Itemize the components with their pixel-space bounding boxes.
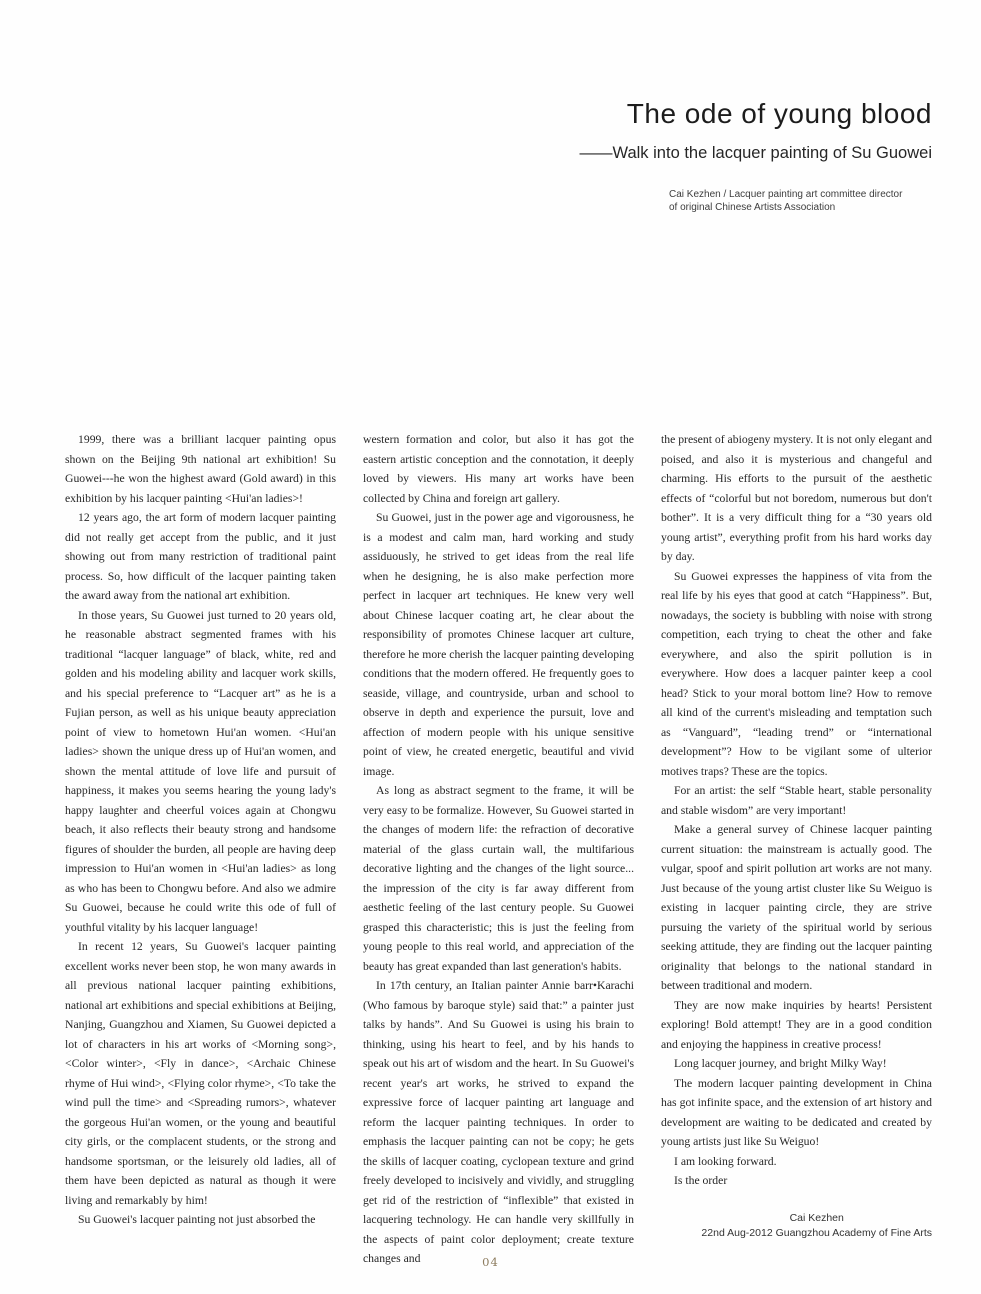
- text-column-1: [65, 430, 336, 1269]
- paragraph: The modern lacquer painting development in China has got infinite space, and the extension of art history and development are waiting to be dedicated and created by young artists just like Su Weiguo!: [661, 1076, 932, 1148]
- paragraph: I am looking forward.: [674, 1154, 777, 1168]
- text-column-3: [661, 430, 932, 1269]
- paragraph: Su Guowei's lacquer painting not just absorbed the: [78, 1213, 316, 1226]
- paragraph: 1999, there was a brilliant lacquer painting opus shown on the Beijing 9th national art exhibition! Su Guowei---he won the highest award (Gold award) in this exhibition by his lacquer painting <Hui'an ladies>!: [65, 433, 336, 505]
- paragraph: For an artist: the self “Stable heart, stable personality and stable wisdom” are very important!: [661, 784, 932, 817]
- paragraph: Su Guowei, just in the power age and vigorousness, he is a modest and calm man, hard working and study assiduously, he strived to get ideas from the real life when he designing, he is also make perfection more perfect in lacquer art techniques. He knew very well about Chinese lacquer coating art, he clear about the responsibility of promotes Chinese lacquer art culture, therefore he more cherish the lacquer painting developing conditions that the modern offered. He frequently goes to seaside, village, and countryside, urban and school to observe in depth and experience the pursuit, love and affection of modern people with his unique sensitive point of view, he created energetic, beautiful and vivid image.: [363, 511, 634, 778]
- article-header: [580, 98, 933, 163]
- paragraph: In those years, Su Guowei just turned to 20 years old, he reasonable abstract segmented frames with his traditional “lacquer language” of black, white, red and golden and his modeling ability and lacquer work skills, and his special preference to “Lacquer art” as he is a Fujian person, as well as his unique beauty appreciation point of view to hometown Hui'an women. <Hui'an ladies> shown the unique dress up of Hui'an women, and shown the mental attitude of love life and pursuit of happiness, it makes you seems hearing the young lady's happy laughter and cheerful voices again at Chongwu beach, it also reflects their beauty strong and handsome figures of shoulder the burden, all people are having deep impression to Hui'an women in <Hui'an ladies> as long as who has been to Chongwu before. And also we admire Su Guowei, because he could write this ode of full of youthful vitality by his lacquer language!: [65, 608, 336, 934]
- paragraph: Su Guowei expresses the happiness of vita from the real life by his eyes that good at catch “Happiness”. But, nowadays, the society is bubbling with noise with strong competition, each trying to cheat the other and fake everywhere, and also the spirit pollution is in everywhere. How does a lacquer painter keep a cool head? Stick to your moral bottom line? How to remove all kind of the current's misleading and temptation such as “Vanguard”, “leading trend” or “international development”? How to be vigilant some of ulterior motives traps? These are the topics.: [661, 569, 932, 778]
- signature-date: 22nd Aug-2012 Guangzhou Academy of Fine Arts: [701, 1226, 932, 1239]
- signature-name: Cai Kezhen: [789, 1211, 844, 1224]
- paragraph: Is the order: [674, 1174, 728, 1187]
- byline-line2: of original Chinese Artists Association: [669, 202, 836, 213]
- article-body: [65, 430, 932, 1269]
- byline: [669, 188, 939, 214]
- text-column-2: [363, 430, 634, 1269]
- paragraph: 12 years ago, the art form of modern lacquer painting did not really get accept from the public, and it just showing out from many restriction of traditional paint process. So, how difficult of the lacquer painting taken the award away from the national art exhibition.: [65, 511, 336, 602]
- byline-line1: Cai Kezhen / Lacquer painting art committee director: [669, 189, 903, 200]
- article-subtitle: ——Walk into the lacquer painting of Su Guowei: [579, 144, 932, 162]
- paragraph: Make a general survey of Chinese lacquer painting current situation: the mainstream is actually good. The vulgar, spoof and spirit pollution art works are not many. Just because of the young artist cluster like Su Weiguo is existing in lacquer painting circle, they are strive pursuing the variety of the spiritual world by serious seeking attitude, they are finding out the lacquer painting originality that belongs to the national standard in between traditional and modern.: [661, 823, 932, 992]
- page-footer: [0, 1255, 981, 1269]
- page-title: The ode of young blood: [626, 98, 932, 129]
- page-number: 04: [482, 1255, 499, 1269]
- paragraph: In 17th century, an Italian painter Annie barr•Karachi (Who famous by baroque style) said that:” a painter just talks by hands”. And Su Guowei is using his brain to thinking, using his heart to feel, and by his hands to speak out his art of wisdom and the heart. In Su Guowei's recent year's art works, he strived to expand the expressive force of lacquer painting art language and reform the lacquer painting techniques. In order to emphasis the lacquer painting can not be copy; he gets the skills of lacquer coating, cyclopean texture and grind freely developed to incisively and vividly, and struggling get rid of the restriction of “inflexible” that existed in lacquering technology. He can handle very skillfully in the aspects of paint color deployment; create texture changes and: [363, 979, 634, 1265]
- paragraph: In recent 12 years, Su Guowei's lacquer painting excellent works never been stop, he won many awards in all previous national lacquer painting exhibitions, national art exhibitions and special exhibitions at Beijing, Nanjing, Guangzhou and Xiamen, Su Guowei depicted a lot of characters in his art works of <Morning song>, <Color winter>, <Fly in dance>, <Archaic Chinese rhyme of Hui wind>, <Flying color rhyme>, <To take the wind pull the time> and <Spreading rumors>, whatever the gorgeous Hui'an women, or the young and beautiful city girls, or the complacent students, or the strong and handsome sportsman, or the leisurely old ladies, all of them have been depicted as natural as though it were living and remarkably by him!: [65, 940, 336, 1207]
- paragraph: Long lacquer journey, and bright Milky Way!: [674, 1057, 887, 1070]
- paragraph: As long as abstract segment to the frame, it will be very easy to be formalize. However, Su Guowei started in the changes of modern life: the refraction of decorative material of the glass curtain wall, the multifarious decorative lighting and the changes of the light source... the impression of the city is far away different from aesthetic feeling of the last century people. Su Guowei grasped this characteristic; this is just the feeling from young people to this real world, and appreciation of the beauty has great expanded than last generation's habits.: [363, 784, 634, 973]
- paragraph: the present of abiogeny mystery. It is not only elegant and poised, and also it is mysterious and changeful and charming. His efforts to the pursuit of the aesthetic effects of “colorful but not boredom, numerous but don't bother”. It is a very difficult thing for a “30 years old young artist”, everything profit from his hard works day by day.: [661, 433, 932, 563]
- paragraph: western formation and color, but also it has got the eastern artistic conception and the connotation, it deeply loved by viewers. His many art works have been collected by China and foreign art gallery.: [363, 433, 634, 505]
- paragraph: They are now make inquiries by hearts! Persistent exploring! Bold attempt! They are in a good condition and enjoying the happiness in creative process!: [661, 998, 932, 1051]
- signature-block: [661, 1211, 932, 1241]
- signature-inner: [701, 1211, 932, 1241]
